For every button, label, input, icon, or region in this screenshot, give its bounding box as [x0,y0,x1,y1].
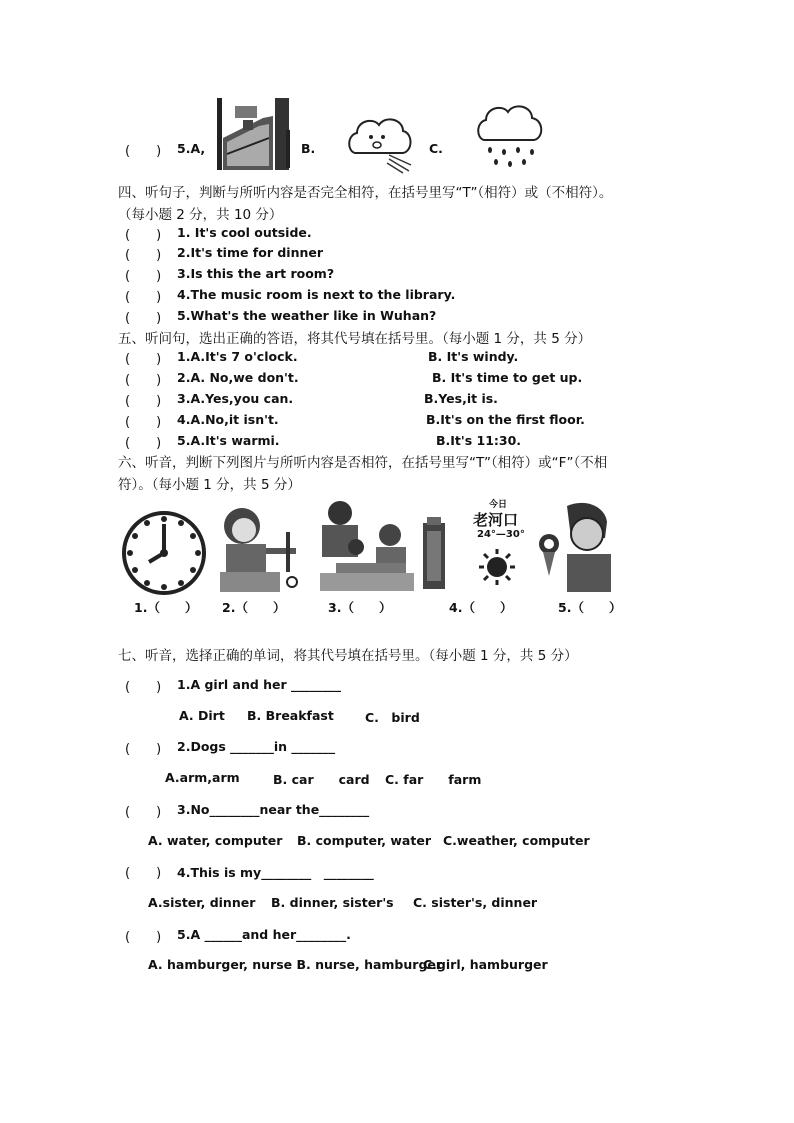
answer-paren[interactable]: ( ) [125,436,162,451]
answer-paren[interactable]: ( ) [125,248,162,263]
sec7-q5-ab: A. hamburger, nurse B. nurse, hamburger [148,957,443,972]
family-dinner-picture [316,497,416,591]
sec7-q1-c: C. bird [365,710,420,725]
sec7-q3-c: C.weather, computer [443,833,590,848]
divider-bar [286,130,290,168]
sec7-q2-b: B. car card [273,772,370,787]
sec7-q3-a: A. water, computer [148,833,283,848]
sec7-q1-a: A. Dirt [179,708,225,723]
answer-paren[interactable]: ( ) [125,352,162,367]
sec5-item-1-b: B. It's windy. [428,349,519,364]
building-picture [213,98,291,170]
sec5-item-4-a: 4.A.No,it isn't. [177,412,279,427]
sec7-q3-stem: 3.No________near the________ [177,802,370,817]
section4-note: （每小题 2 分，共 10 分） [118,207,283,223]
sec4-item-3: 3.Is this the art room? [177,266,335,281]
sec4-item-5: 5.What's the weather like in Wuhan? [177,308,437,323]
answer-paren[interactable]: ( ) [125,805,162,820]
answer-paren[interactable]: ( ) [125,680,162,695]
answer-paren[interactable]: ( ) [125,228,162,243]
sec7-q4-b: B. dinner, sister's [271,895,394,910]
sec7-q2-stem: 2.Dogs _______in _______ [177,739,336,754]
sign-small-text: 今日 [489,500,508,510]
weather-sign-picture [421,497,525,591]
sign-city-text: 老河口 [473,511,519,529]
answer-paren[interactable]: ( ) [125,742,162,757]
pic-label-4[interactable]: 4.（ ） [449,600,513,615]
sign-temp-text: 24°—30° [477,529,525,540]
option-label-a: 5.A, [177,141,206,156]
sec7-q4-c: C. sister's, dinner [413,895,538,910]
section7-heading: 七、听音，选择正确的单词，将其代号填在括号里。（每小题 1 分，共 5 分） [118,648,578,664]
sec5-item-5-a: 5.A.It's warmi. [177,433,280,448]
option-label-b: B. [301,141,316,156]
sec7-q4-stem: 4.This is my________ ________ [177,865,374,880]
section5-heading: 五、听问句，选出正确的答语，将其代号填在括号里。（每小题 1 分，共 5 分） [118,331,592,347]
sec7-q3-b: B. computer, water [297,833,431,848]
clock-picture [121,510,207,596]
sec5-item-1-a: 1.A.It's 7 o'clock. [177,349,298,364]
pic-label-1[interactable]: 1.（ ） [134,600,198,615]
sec5-item-2-b: B. It's time to get up. [432,370,583,385]
answer-paren[interactable]: ( ) [125,930,162,945]
sec4-item-4: 4.The music room is next to the library. [177,287,456,302]
pic-label-2[interactable]: 2.（ ） [222,600,286,615]
pic-label-5[interactable]: 5.（ ） [558,600,622,615]
answer-paren[interactable]: ( ) [125,144,162,159]
option-label-c: C. [429,141,443,156]
sec5-item-3-a: 3.A.Yes,you can. [177,391,294,406]
child-picture [212,502,304,592]
sec7-q2-c: C. far farm [385,772,482,787]
sec5-item-4-b: B.It's on the first floor. [426,412,585,427]
sec4-item-1: 1. It's cool outside. [177,225,312,240]
sec7-q1-b: B. Breakfast [247,708,334,723]
section4-heading: 四、听句子，判断与所听内容是否完全相符，在括号里写“T”（相符）或（不相符）。 [118,185,613,201]
answer-paren[interactable]: ( ) [125,866,162,881]
answer-paren[interactable]: ( ) [125,394,162,409]
answer-paren[interactable]: ( ) [125,269,162,284]
answer-paren[interactable]: ( ) [125,415,162,430]
sec7-q5-stem: 5.A ______and her________. [177,927,351,942]
sec7-q4-a: A.sister, dinner [148,895,256,910]
rain-cloud-picture [474,100,546,174]
girl-icecream-picture [527,498,621,592]
section6-heading-cont: 符）。（每小题 1 分，共 5 分） [118,477,301,493]
sec7-q1-stem: 1.A girl and her ________ [177,677,342,692]
sec5-item-3-b: B.Yes,it is. [424,391,498,406]
sec7-q2-a: A.arm,arm [165,770,240,785]
answer-paren[interactable]: ( ) [125,311,162,326]
answer-paren[interactable]: ( ) [125,290,162,305]
sec5-item-5-b: B.It's 11:30. [436,433,522,448]
sec7-q5-c: C.girl, hamburger [423,957,548,972]
sec4-item-2: 2.It's time for dinner [177,245,324,260]
section6-heading: 六、听音，判断下列图片与所听内容是否相符，在括号里写“T”（相符）或“F”（不相 [118,455,608,471]
pic-label-3[interactable]: 3.（ ） [328,600,392,615]
sec5-item-2-a: 2.A. No,we don't. [177,370,299,385]
answer-paren[interactable]: ( ) [125,373,162,388]
windy-cloud-picture [345,113,417,175]
